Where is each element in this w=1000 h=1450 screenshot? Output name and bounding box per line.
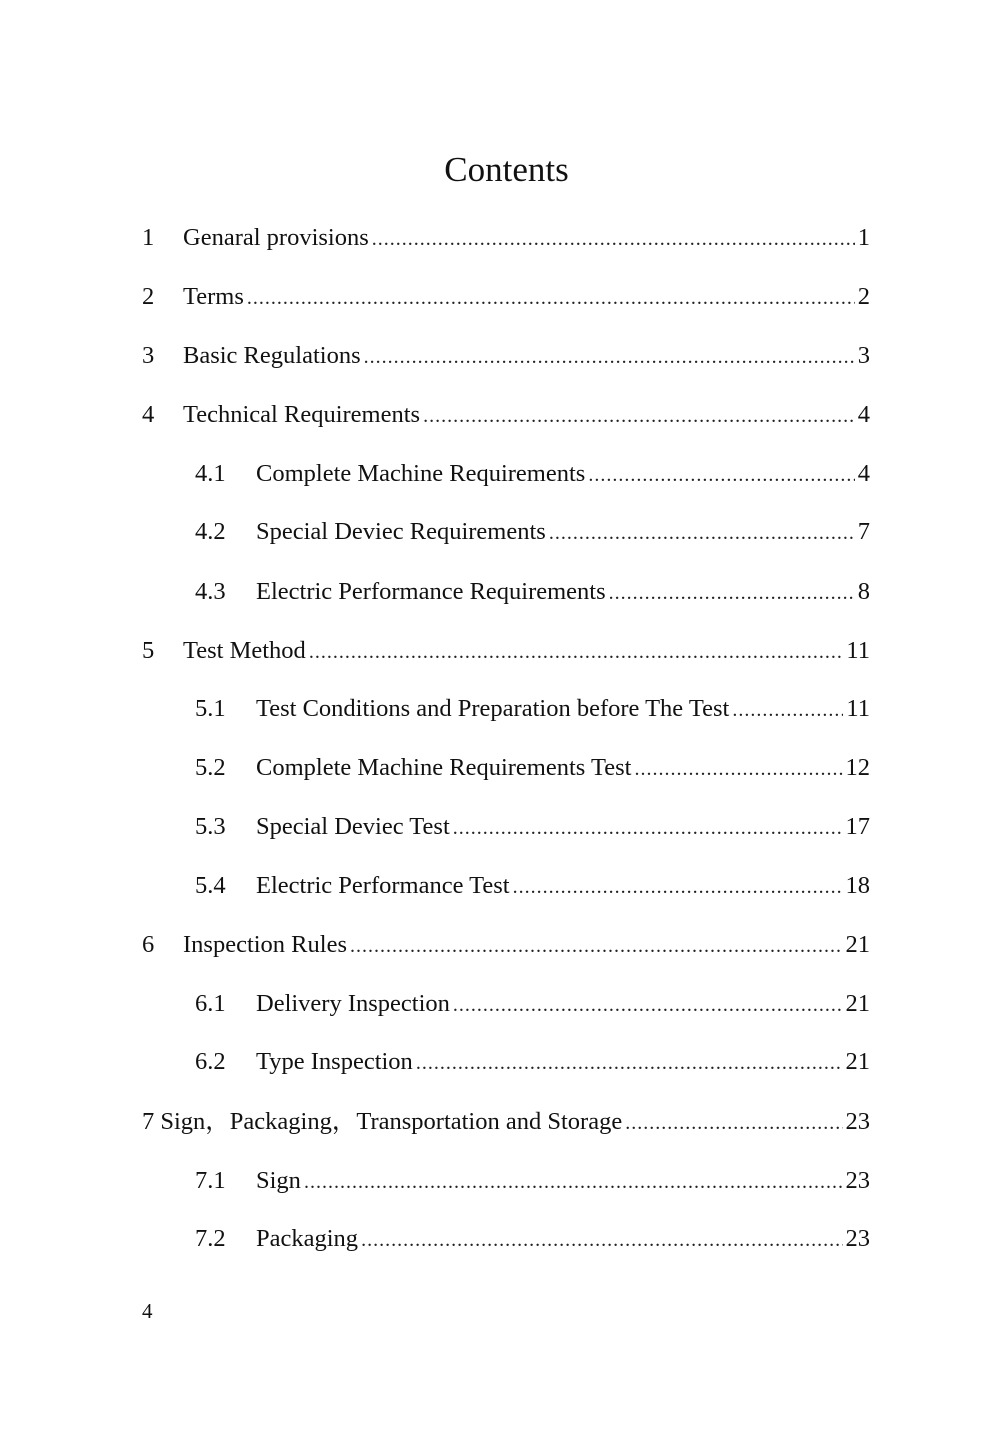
- dot-leader: [247, 281, 855, 315]
- dot-leader: [625, 1106, 842, 1140]
- toc-entry-7[interactable]: [142, 1105, 870, 1139]
- toc-entry-4-3[interactable]: [195, 575, 870, 609]
- dot-leader: [453, 988, 843, 1022]
- dot-leader: [588, 458, 854, 492]
- section-title: Complete Machine Requirements: [256, 460, 586, 487]
- section-title: Complete Machine Requirements Test: [256, 754, 632, 781]
- section-number: 6: [142, 931, 155, 958]
- section-number: 5.1: [195, 695, 226, 722]
- page-ref: 23: [845, 1225, 870, 1252]
- page-ref: 11: [846, 695, 870, 722]
- section-title: Delivery Inspection: [256, 990, 450, 1017]
- dot-leader: [513, 870, 843, 904]
- toc-entry-5-4[interactable]: [195, 869, 870, 903]
- page-ref: 23: [845, 1167, 870, 1194]
- toc-entry-5-3[interactable]: [195, 810, 870, 844]
- section-title: Technical Requirements: [183, 401, 421, 428]
- toc-entry-5-2[interactable]: [195, 751, 870, 785]
- toc-entry-2[interactable]: [142, 280, 870, 314]
- toc-entry-6-2[interactable]: [195, 1045, 870, 1079]
- page-ref: 21: [845, 990, 870, 1017]
- dot-leader: [372, 222, 855, 256]
- page-ref: 18: [845, 872, 870, 899]
- section-title: Inspection Rules: [183, 931, 347, 958]
- section-number: 3: [142, 342, 155, 369]
- section-title: Type Inspection: [256, 1048, 413, 1075]
- toc-entry-4[interactable]: [142, 398, 870, 432]
- section-number: 6.1: [195, 990, 226, 1017]
- dot-leader: [416, 1046, 843, 1080]
- toc-entry-7-2[interactable]: [195, 1222, 870, 1256]
- section-number: 5.4: [195, 872, 226, 899]
- dot-leader: [364, 340, 855, 374]
- toc-entry-6[interactable]: [142, 928, 870, 962]
- page-ref: 12: [845, 754, 870, 781]
- page-ref: 17: [845, 813, 870, 840]
- section-title: Special Deviec Requirements: [256, 518, 546, 545]
- section-number: 2: [142, 283, 155, 310]
- section-title: Basic Regulations: [183, 342, 361, 369]
- toc-entry-5-1[interactable]: [195, 692, 870, 726]
- section-number: 5.3: [195, 813, 226, 840]
- section-title: Sign: [256, 1167, 301, 1194]
- section-number: 7.2: [195, 1225, 226, 1252]
- page-ref: 4: [857, 460, 870, 487]
- section-title: Test Method: [183, 637, 306, 664]
- page-title: Contents: [444, 150, 569, 189]
- page-ref: 2: [857, 283, 870, 310]
- section-number: 5.2: [195, 754, 226, 781]
- section-number: 4.3: [195, 578, 226, 605]
- page-ref: 21: [845, 931, 870, 958]
- section-title: Terms: [183, 283, 244, 310]
- toc-entry-6-1[interactable]: [195, 987, 870, 1021]
- section-number: 4.2: [195, 518, 226, 545]
- page-ref: 4: [857, 401, 870, 428]
- page-ref: 7: [857, 518, 870, 545]
- dot-leader: [361, 1223, 842, 1257]
- dot-leader: [309, 635, 844, 669]
- section-number: 4: [142, 401, 155, 428]
- dot-leader: [609, 576, 855, 610]
- toc-entry-5[interactable]: [142, 634, 870, 668]
- dot-leader: [350, 929, 843, 963]
- page-ref: 3: [857, 342, 870, 369]
- toc-entry-1[interactable]: [142, 221, 870, 255]
- toc-entry-4-1[interactable]: [195, 457, 870, 491]
- section-title: Test Conditions and Preparation before The Test: [256, 695, 730, 722]
- section-title: Electric Performance Test: [256, 872, 510, 899]
- page-number: 4: [142, 1299, 153, 1323]
- dot-leader: [304, 1165, 843, 1199]
- toc-entry-3[interactable]: [142, 339, 870, 373]
- section-title: 7 Sign，Packaging，Transportation and Storage: [142, 1108, 623, 1135]
- section-number: 1: [142, 224, 155, 251]
- toc-entry-4-2[interactable]: [195, 515, 870, 549]
- section-title: Packaging: [256, 1225, 359, 1252]
- dot-leader: [634, 752, 842, 786]
- page-ref: 23: [845, 1108, 870, 1135]
- dot-leader: [453, 811, 843, 845]
- section-title: Special Deviec Test: [256, 813, 450, 840]
- section-number: 5: [142, 637, 155, 664]
- page-ref: 11: [846, 637, 870, 664]
- dot-leader: [549, 516, 855, 550]
- section-number: 6.2: [195, 1048, 226, 1075]
- section-number: 4.1: [195, 460, 226, 487]
- section-title: Genaral provisions: [183, 224, 369, 251]
- section-title: Electric Performance Requirements: [256, 578, 606, 605]
- section-number: 7.1: [195, 1167, 226, 1194]
- dot-leader: [732, 693, 843, 727]
- dot-leader: [423, 399, 855, 433]
- page-ref: 1: [857, 224, 870, 251]
- toc-entry-7-1[interactable]: [195, 1164, 870, 1198]
- page-ref: 21: [845, 1048, 870, 1075]
- page-ref: 8: [857, 578, 870, 605]
